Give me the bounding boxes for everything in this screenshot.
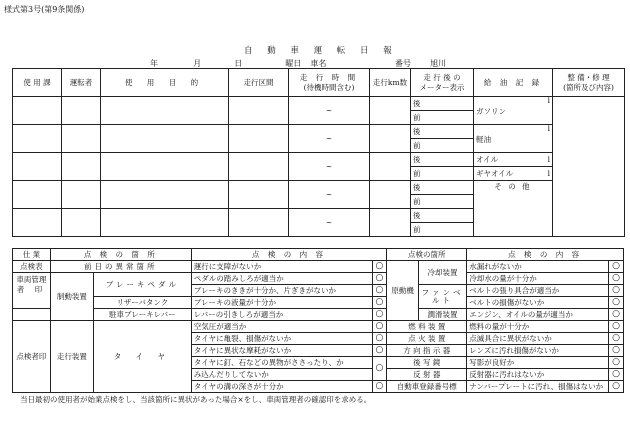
- car-name-label: 車名: [310, 59, 327, 68]
- fuel-label: 軽油: [476, 134, 491, 144]
- check-circle[interactable]: ○: [372, 333, 387, 345]
- fuel-gear-oil[interactable]: [474, 167, 553, 181]
- meter-before[interactable]: 前: [411, 167, 474, 181]
- header-time-sub: (待機時間含む): [303, 82, 355, 92]
- manager-seal-space[interactable]: [13, 297, 51, 309]
- log-cell[interactable]: [13, 125, 62, 153]
- time-range[interactable]: ~: [289, 153, 370, 181]
- inspect-content: ナンバープレートに汚れ、損傷はないか: [467, 381, 609, 393]
- check-circle[interactable]: ○: [372, 261, 387, 273]
- header-job: 仕 業: [13, 249, 51, 261]
- check-circle[interactable]: ○: [609, 321, 624, 333]
- inspect-group: 制動装置: [50, 273, 93, 321]
- manager-label-1: 車両管理: [16, 274, 47, 284]
- inspect-content: ペダルの踏みしろが適当か: [191, 273, 372, 285]
- meter-after[interactable]: 後: [411, 153, 474, 167]
- time-range[interactable]: ~: [289, 125, 370, 153]
- log-cell[interactable]: [62, 209, 101, 237]
- inspect-item: 燃 料 装 置: [387, 321, 467, 333]
- header-km: 走行km数: [370, 69, 411, 97]
- number-label: 番号: [395, 59, 411, 68]
- log-cell[interactable]: [13, 97, 62, 125]
- inspect-item: 潤滑装置: [418, 309, 466, 321]
- inspect-content: 燃料の量が十分か: [467, 321, 609, 333]
- log-cell[interactable]: [62, 181, 101, 209]
- inspect-item: 方 向 指 示 器: [387, 345, 467, 357]
- inspector-seal-label: [13, 321, 51, 393]
- fuel-oil[interactable]: [474, 153, 553, 167]
- inspector-seal-text: 点検者印: [16, 351, 47, 361]
- header-repair: [553, 69, 625, 97]
- fuel-unit: l: [547, 168, 550, 178]
- driving-log-table: [12, 68, 625, 237]
- inspect-content: 空気圧が適当か: [191, 321, 372, 333]
- fuel-diesel[interactable]: [474, 125, 553, 153]
- fuel-label: ギヤオイル: [476, 168, 514, 178]
- check-circle[interactable]: ○: [609, 261, 624, 273]
- inspect-content: タイヤに亀裂、損傷がないか: [191, 333, 372, 345]
- header-fuel: 給 油 記 録: [474, 69, 553, 97]
- inspect-content: ベルトの損傷がないか: [467, 297, 609, 309]
- log-cell[interactable]: [13, 153, 62, 181]
- meter-before[interactable]: 前: [411, 195, 474, 209]
- header-meter: [411, 69, 474, 97]
- inspect-item: 後 写 鏡: [387, 357, 467, 369]
- header-time: [289, 69, 370, 97]
- inspect-content: 冷却水の量が十分か: [467, 273, 609, 285]
- log-cell[interactable]: [229, 153, 289, 181]
- header-repair-sub: (箇所及び内容): [563, 82, 614, 92]
- inspect-item: ブレーキペダル: [93, 273, 191, 297]
- inspect-content: ブレーキの液量が十分か: [191, 297, 372, 309]
- log-cell[interactable]: [370, 153, 411, 181]
- fuel-gasoline[interactable]: [474, 97, 553, 125]
- inspect-item: 前日の異常箇所: [50, 261, 191, 273]
- log-cell[interactable]: [101, 97, 229, 125]
- header-repair-main: 整 備・修 理: [567, 73, 610, 82]
- header-meter-sub: メーター表示: [419, 82, 465, 92]
- fuel-label: そ の 他: [494, 182, 532, 191]
- inspect-content: タイヤに異状な摩耗がないか: [191, 345, 372, 357]
- inspect-content: 点滅具合に異状がないか: [467, 333, 609, 345]
- check-circle[interactable]: ○: [609, 297, 624, 309]
- log-cell[interactable]: [62, 125, 101, 153]
- check-circle[interactable]: ○: [609, 345, 624, 357]
- footnote: 当日最初の使用者が始業点検をし、当該箇所に異状があった場合×をし、車両管理者の確認印を求める。: [20, 395, 372, 404]
- inspect-item: 自動車登録番号標: [387, 381, 467, 393]
- inspect-content: ベルトの張り具合が適当か: [467, 285, 609, 297]
- inspect-item: タ イ ヤ: [93, 321, 191, 393]
- meter-before[interactable]: 前: [411, 223, 474, 237]
- meter-after[interactable]: 後: [411, 125, 474, 139]
- log-cell[interactable]: [370, 97, 411, 125]
- manager-seal-space[interactable]: [13, 309, 51, 321]
- inspect-content: レバーの引きしろが適当か: [191, 309, 372, 321]
- inspect-item: ファンベルト: [418, 285, 466, 309]
- fuel-other[interactable]: [474, 181, 553, 237]
- inspect-content: タイヤの溝の深さが十分か: [191, 381, 372, 393]
- inspect-item: 駐車ブレーキレバー: [93, 309, 191, 321]
- header-time-main: 走 行 時 間: [299, 73, 359, 82]
- meter-before[interactable]: 前: [411, 139, 474, 153]
- log-cell[interactable]: [101, 125, 229, 153]
- meter-after[interactable]: 後: [411, 181, 474, 195]
- inspection-table: [12, 248, 624, 393]
- check-circle[interactable]: ○: [372, 285, 387, 297]
- inspect-content: み込んだりしてないか: [191, 369, 372, 381]
- log-cell[interactable]: [101, 209, 229, 237]
- log-cell[interactable]: [370, 209, 411, 237]
- header-place: 点 検 の 箇 所: [50, 249, 191, 261]
- check-circle[interactable]: ○: [372, 357, 387, 381]
- log-cell[interactable]: [101, 181, 229, 209]
- check-circle[interactable]: ○: [609, 381, 624, 393]
- fuel-unit: l: [547, 154, 550, 164]
- form-number: 様式第3号(第9条関係): [4, 5, 85, 14]
- time-range[interactable]: ~: [289, 209, 370, 237]
- inspect-content: 写影が良好か: [467, 357, 609, 369]
- log-cell[interactable]: [13, 181, 62, 209]
- day-label: 日: [234, 59, 243, 68]
- time-range[interactable]: ~: [289, 181, 370, 209]
- check-circle[interactable]: ○: [372, 273, 387, 285]
- inspect-content: 反射器に汚れはないか: [467, 369, 609, 381]
- inspect-content: タイヤに釘、石などの異物がささったり、か: [191, 357, 372, 369]
- manager-seal-label: [13, 273, 51, 297]
- month-label: 月: [193, 59, 202, 68]
- fuel-unit: l: [547, 96, 550, 105]
- check-circle[interactable]: ○: [372, 321, 387, 333]
- check-circle[interactable]: ○: [609, 309, 624, 321]
- meter-before[interactable]: 前: [411, 111, 474, 125]
- check-circle[interactable]: ○: [609, 273, 624, 285]
- inspect-content: ブレーキのききが十分か、片ぎきがないか: [191, 285, 372, 297]
- log-cell[interactable]: [370, 181, 411, 209]
- header-place-right: 点検の箇所: [387, 249, 467, 261]
- fuel-unit: l: [547, 124, 550, 133]
- check-circle[interactable]: ○: [609, 285, 624, 297]
- log-cell[interactable]: [229, 97, 289, 125]
- inspector-label: 点検表: [13, 261, 51, 273]
- log-cell[interactable]: [370, 125, 411, 153]
- form-title: 自 動 車 運 転 日 報: [244, 46, 398, 56]
- fuel-label: ガソリン: [476, 106, 506, 116]
- meter-after[interactable]: 後: [411, 209, 474, 223]
- weekday-label: 曜日: [285, 59, 302, 68]
- inspect-content: 水漏れがないか: [467, 261, 609, 273]
- inspect-item: 冷却装置: [418, 261, 466, 285]
- check-circle[interactable]: ○: [372, 309, 387, 321]
- inspect-group: 走行装置: [50, 321, 93, 393]
- log-cell[interactable]: [101, 153, 229, 181]
- check-circle[interactable]: ○: [372, 345, 387, 357]
- inspect-item: 反 射 器: [387, 369, 467, 381]
- year-label: 年: [150, 59, 158, 68]
- log-cell[interactable]: [62, 97, 101, 125]
- inspect-item: 点 火 装 置: [387, 333, 467, 345]
- header-purpose: 使 用 目 的: [101, 69, 229, 97]
- inspect-item: リザーバタンク: [93, 297, 191, 309]
- header-section: 走行区間: [229, 69, 289, 97]
- inspect-group: 原動機: [387, 261, 419, 321]
- inspect-content: 運行に支障がないか: [191, 261, 372, 273]
- header-driver: 運転者: [62, 69, 101, 97]
- manager-label-2: 者 印: [16, 285, 47, 295]
- header-meter-main: 走 行 後 の: [423, 73, 461, 82]
- check-circle[interactable]: ○: [609, 357, 624, 369]
- check-circle[interactable]: ○: [372, 381, 387, 393]
- log-cell[interactable]: [62, 153, 101, 181]
- log-cell[interactable]: [13, 209, 62, 237]
- fuel-label: オイル: [476, 154, 499, 164]
- log-cell[interactable]: [229, 209, 289, 237]
- check-circle[interactable]: ○: [372, 297, 387, 309]
- number-value: 旭川: [430, 59, 447, 68]
- check-circle[interactable]: ○: [609, 333, 624, 345]
- header-user: 使 用 課: [13, 69, 62, 97]
- log-cell[interactable]: [229, 125, 289, 153]
- inspect-content: レンズに汚れ損傷がないか: [467, 345, 609, 357]
- check-circle[interactable]: ○: [609, 369, 624, 381]
- inspect-content: エンジン、オイルの量が適当か: [467, 309, 609, 321]
- header-content: 点 検 の 内 容: [191, 249, 387, 261]
- time-range[interactable]: ~: [289, 97, 370, 125]
- repair-cell[interactable]: [553, 97, 625, 237]
- header-content-right: 点 検 の 内 容: [467, 249, 624, 261]
- log-cell[interactable]: [229, 181, 289, 209]
- meter-after[interactable]: 後: [411, 97, 474, 111]
